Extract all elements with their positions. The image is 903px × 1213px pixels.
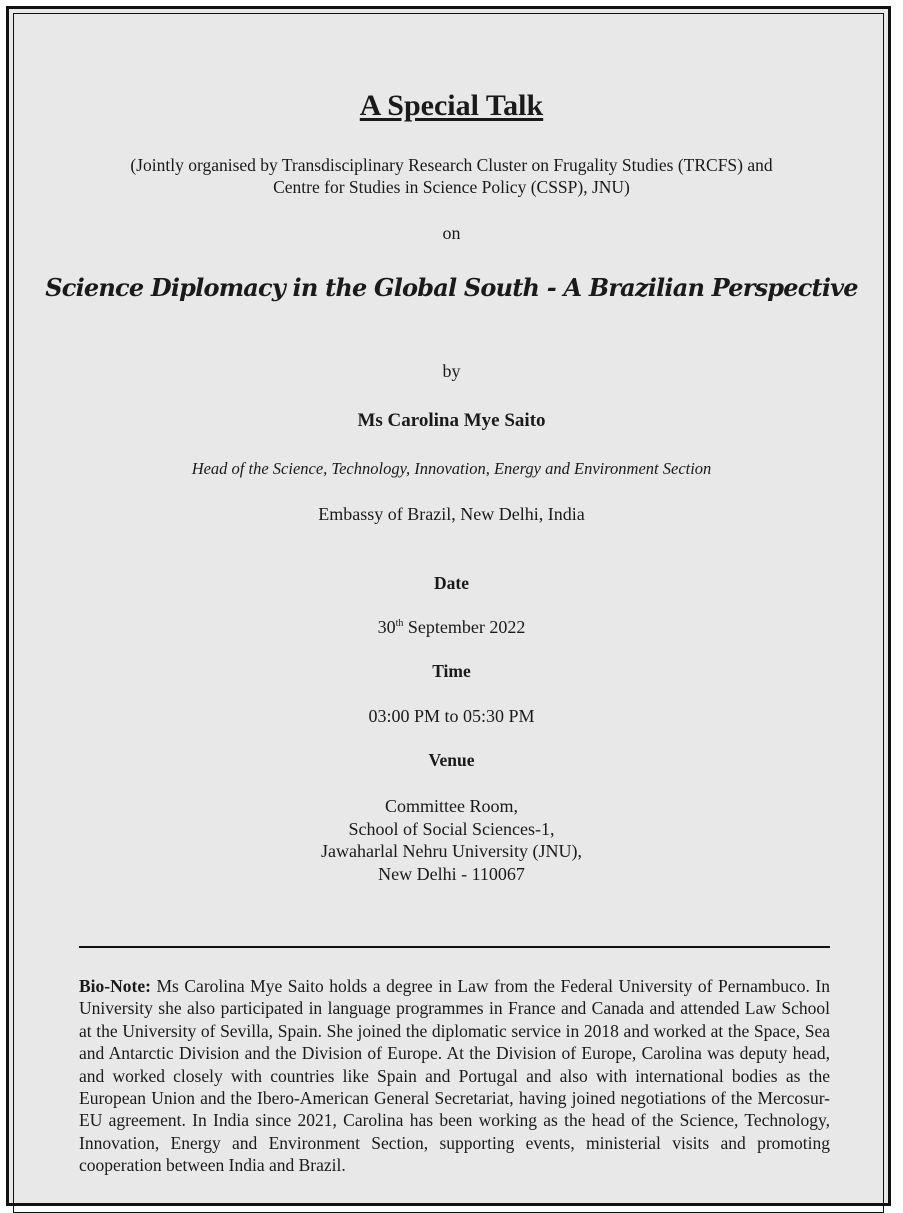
organisers-line-2: Centre for Studies in Science Policy (CSSP), JNU) bbox=[273, 177, 630, 197]
venue-line: New Delhi - 110067 bbox=[378, 863, 525, 884]
bio-note bbox=[79, 975, 830, 1177]
venue-label: Venue bbox=[428, 750, 475, 770]
bio-note-label: Bio-Note: bbox=[79, 976, 151, 996]
bio-note-text: Ms Carolina Mye Saito holds a degree in Law from the Federal University of Pernambuco. In University she also participated in language programmes in France and Canada and attended Law School at the University of Sevilla, Spain. She joined the diplomatic service in 2018 and worked at the Space, Sea and Antarctic Division and the Division of Europe. At the Division of Europe, Carolina was deputy head, and worked closely with countries like Spain and Portugal and also with international bodies as the European Union and the Ibero-American General Secretariat, having joined negotiations of the Mercosur-EU agreement. In India since 2021, Carolina has been working as the head of the Science, Technology, Innovation, Energy and Environment Section, supporting events, ministerial visits and promoting cooperation between India and Brazil. bbox=[79, 976, 830, 1176]
date-day: 30 bbox=[377, 617, 396, 637]
time-value: 03:00 PM to 05:30 PM bbox=[368, 706, 535, 726]
speaker-organisation: Embassy of Brazil, New Delhi, India bbox=[318, 504, 585, 524]
date-month-year: September 2022 bbox=[403, 617, 526, 637]
date-label: Date bbox=[434, 573, 469, 593]
speaker-designation: Head of the Science, Technology, Innovation, Energy and Environment Section bbox=[191, 459, 712, 478]
page-title: A Special Talk bbox=[359, 89, 544, 122]
venue-line: Jawaharlal Nehru University (JNU), bbox=[321, 841, 582, 861]
organisers-line-1: (Jointly organised by Transdisciplinary Research Cluster on Frugality Studies (TRCFS) and bbox=[130, 155, 773, 175]
document-page bbox=[6, 6, 891, 1206]
by-connector: by bbox=[442, 361, 461, 381]
organisers-note bbox=[9, 154, 894, 198]
venue-line: School of Social Sciences-1, bbox=[348, 818, 555, 839]
on-connector: on bbox=[442, 223, 461, 243]
talk-topic: Science Diplomacy in the Global South - A Brazilian Perspective bbox=[45, 273, 858, 302]
time-label: Time bbox=[432, 661, 471, 681]
section-divider bbox=[79, 946, 830, 948]
date-ordinal-suffix: th bbox=[395, 618, 404, 629]
speaker-name: Ms Carolina Mye Saito bbox=[357, 410, 546, 431]
date-value bbox=[9, 617, 894, 638]
venue-line: Committee Room, bbox=[385, 796, 518, 816]
venue-address bbox=[9, 795, 894, 885]
